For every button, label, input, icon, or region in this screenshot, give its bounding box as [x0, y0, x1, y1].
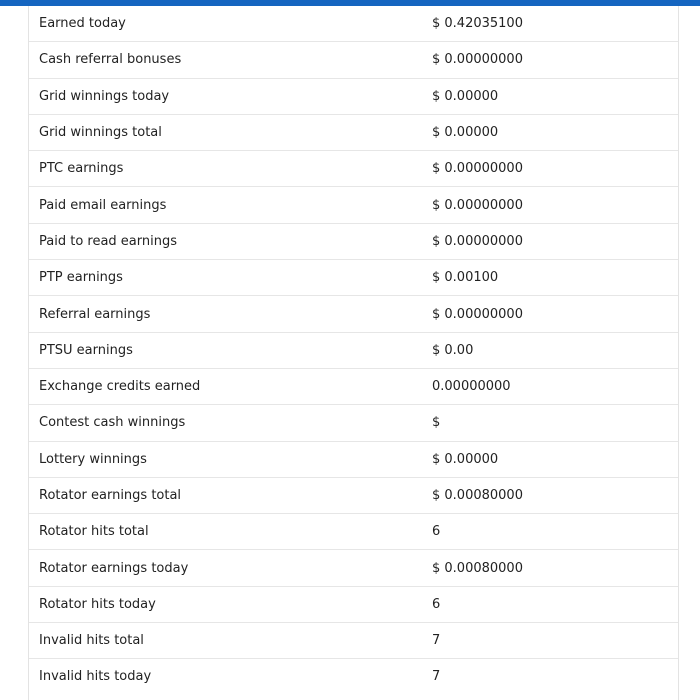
stat-label: Exchange credits earned: [29, 368, 432, 404]
stat-value: $ 0.00080000: [432, 477, 678, 513]
stat-value: $ 0.00000000: [432, 296, 678, 332]
stats-row: [29, 114, 678, 150]
stat-value: $: [432, 405, 678, 441]
stat-value: $ 0.00: [432, 332, 678, 368]
stats-row: [29, 296, 678, 332]
stat-value: 7: [432, 623, 678, 659]
stats-row: [29, 260, 678, 296]
stats-row: [29, 187, 678, 223]
stat-value: $ 0.00000: [432, 78, 678, 114]
stat-value: $ 0.00080000: [432, 550, 678, 586]
stat-label: PTSU earnings: [29, 332, 432, 368]
stat-label: Contest cash winnings: [29, 405, 432, 441]
stat-label: Lottery winnings: [29, 441, 432, 477]
stat-label: Referral earnings: [29, 296, 432, 332]
stats-row: [29, 623, 678, 659]
stat-value: $ 0.00000: [432, 114, 678, 150]
earnings-stats-panel: [28, 6, 679, 700]
stat-label: Cash referral bonuses: [29, 42, 432, 78]
stat-value: $ 0.00000000: [432, 151, 678, 187]
stats-row: [29, 151, 678, 187]
stat-value: $ 0.00000000: [432, 223, 678, 259]
stat-label: PTC earnings: [29, 151, 432, 187]
stats-row: [29, 441, 678, 477]
stat-label: Rotator earnings total: [29, 477, 432, 513]
stat-label: Paid email earnings: [29, 187, 432, 223]
stat-label: Grid winnings total: [29, 114, 432, 150]
stat-value: $ 0.00000000: [432, 187, 678, 223]
earnings-stats-table: [29, 6, 678, 695]
stat-label: Invalid hits today: [39, 669, 152, 685]
stat-value: 6: [432, 514, 678, 550]
stats-row: [29, 42, 678, 78]
stat-label: Rotator earnings today: [29, 550, 432, 586]
stat-label: PTP earnings: [29, 260, 432, 296]
stats-row: [29, 78, 678, 114]
stat-value: $ 0.42035100: [432, 6, 678, 42]
stats-row: [29, 586, 678, 622]
stat-value: $ 0.00000: [432, 441, 678, 477]
stat-label: Grid winnings today: [29, 78, 432, 114]
stats-row: [29, 368, 678, 404]
stat-label: Rotator hits today: [29, 586, 432, 622]
stats-table-body: [29, 6, 678, 695]
stats-row: [29, 514, 678, 550]
stat-label: Paid to read earnings: [29, 223, 432, 259]
stats-row: [29, 223, 678, 259]
stats-row: [29, 405, 678, 441]
stat-label: Rotator hits total: [29, 514, 432, 550]
stat-value: 7: [432, 669, 441, 685]
stats-row: [29, 477, 678, 513]
stat-label: Invalid hits total: [29, 623, 432, 659]
stat-value: $ 0.00100: [432, 260, 678, 296]
stats-row: [29, 659, 678, 695]
stat-value: 6: [432, 586, 678, 622]
stat-label: Earned today: [29, 6, 432, 42]
stat-value: 0.00000000: [432, 368, 678, 404]
stat-value: $ 0.00000000: [432, 42, 678, 78]
stats-row: [29, 332, 678, 368]
stats-row: [29, 6, 678, 42]
stats-row: [29, 550, 678, 586]
